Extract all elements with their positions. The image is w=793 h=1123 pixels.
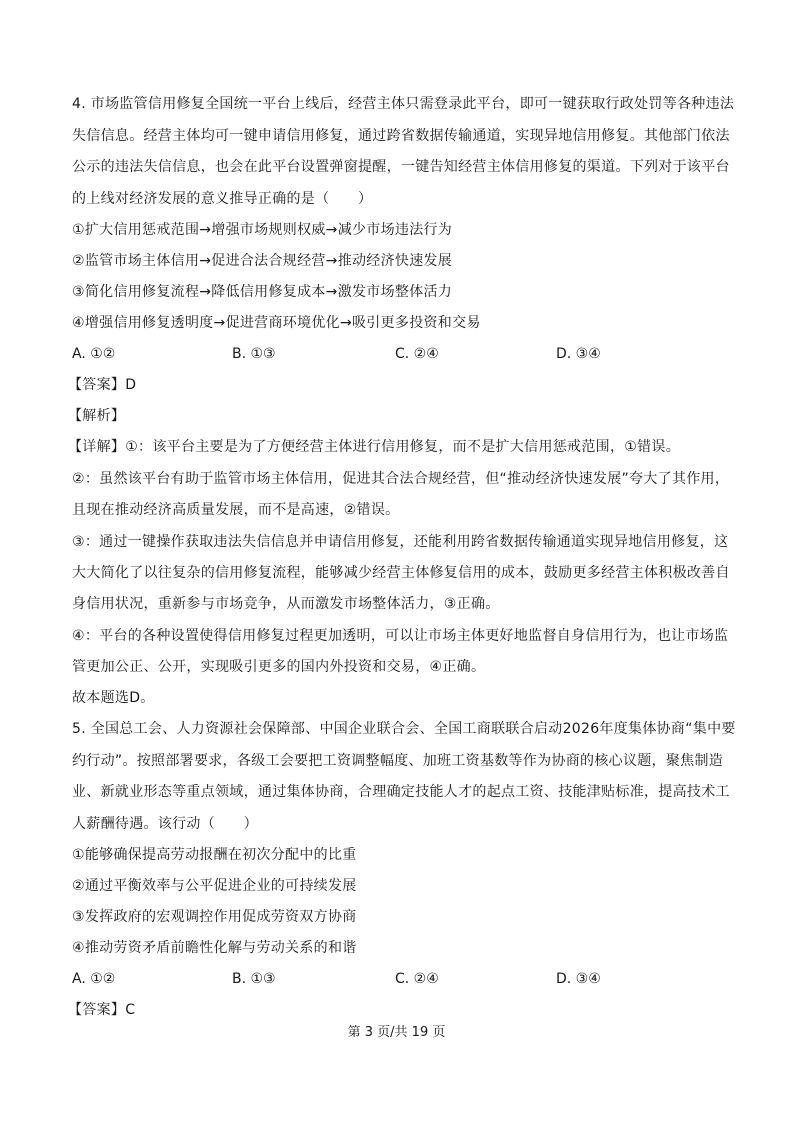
q4-analysis-line-8: 管更加公正、公开，实现吸引更多的国内外投资和交易，④正确。	[72, 659, 486, 675]
q4-option-d: D. ③④	[556, 346, 601, 362]
q4-answer: 【答案】D	[68, 377, 137, 393]
q4-analysis-line-9: 故本题选D。	[72, 690, 155, 706]
q5-stem-line-2: 约行动”。按照部署要求，各级工会要把工资调整幅度、加班工资基数等作为协商的核心议题，聚焦制造	[72, 753, 724, 769]
q4-analysis-line-3: 且现在推动经济高质量发展，而不是高速，②错误。	[72, 502, 400, 518]
q5-option-d: D. ③④	[556, 971, 601, 987]
q4-statement-4: ④增强信用修复透明度→促进营商环境优化→吸引更多投资和交易	[72, 315, 481, 331]
q5-stem-line-4: 人薪酬待遇。该行动（ ）	[72, 816, 258, 832]
q5-option-b: B. ①③	[232, 971, 276, 987]
q4-analysis-line-6: 身信用状况，重新参与市场竞争，从而激发市场整体活力，③正确。	[72, 596, 500, 612]
page-number: 第 3 页/共 19 页	[347, 1025, 446, 1040]
q5-statement-1: ①能够确保提高劳动报酬在初次分配中的比重	[72, 847, 357, 863]
q5-answer: 【答案】C	[68, 1002, 136, 1018]
q4-statement-2: ②监管市场主体信用→促进合法合规经营→推动经济快速发展	[72, 253, 453, 269]
q5-statement-2: ②通过平衡效率与公平促进企业的可持续发展	[72, 878, 357, 894]
q4-analysis-line-2: ②：虽然该平台有助于监管市场主体信用，促进其合法合规经营，但“推动经济快速发展”夸大了其作用，	[72, 471, 730, 487]
q4-analysis-line-4: ③：通过一键操作获取违法失信信息并申请信用修复，还能利用跨省数据传输通道实现异地信用修复，这	[72, 534, 729, 550]
q5-statement-4: ④推动劳资矛盾前瞻性化解与劳动关系的和谐	[72, 940, 357, 956]
q4-analysis-title: 【解析】	[68, 408, 126, 424]
q5-option-a: A. ①②	[72, 971, 116, 987]
q4-stem-line-1: 4. 市场监管信用修复全国统一平台上线后，经营主体只需登录此平台，即可一键获取行政处罚等各种违法	[72, 96, 735, 112]
q4-stem-line-2: 失信信息。经营主体均可一键申请信用修复，通过跨省数据传输通道，实现异地信用修复。其他部门依法	[72, 128, 730, 144]
q4-stem-line-3: 公示的违法失信信息，也会在此平台设置弹窗提醒，一键告知经营主体信用修复的渠道。下列对于该平台	[72, 159, 730, 175]
q4-analysis-line-5: 大大简化了以往复杂的信用修复流程，能够减少经营主体修复信用的成本，鼓励更多经营主体积极改善自	[72, 565, 730, 581]
q4-option-c: C. ②④	[395, 346, 439, 362]
q5-stem-line-3: 业、新就业形态等重点领域，通过集体协商，合理确定技能人才的起点工资、技能津贴标准，提高技术工	[72, 784, 730, 800]
q4-statement-1: ①扩大信用惩戒范围→增强市场规则权威→减少市场违法行为	[72, 222, 453, 238]
q4-analysis-line-1: 【详解】①：该平台主要是为了方便经营主体进行信用修复，而不是扩大信用惩戒范围，①错误。	[68, 439, 680, 455]
q4-statement-3: ③简化信用修复流程→降低信用修复成本→激发市场整体活力	[72, 284, 453, 300]
q4-analysis-line-7: ④：平台的各种设置使得信用修复过程更加透明，可以让市场主体更好地监督自身信用行为，也让市场监	[72, 628, 729, 644]
q4-stem-line-4: 的上线对经济发展的意义推导正确的是（ ）	[72, 191, 373, 207]
q5-stem-line-1: 5. 全国总工会、人力资源社会保障部、中国企业联合会、全国工商联联合启动2026年度集体协商“集中要	[72, 721, 736, 737]
q5-option-c: C. ②④	[395, 971, 439, 987]
q4-option-a: A. ①②	[72, 346, 116, 362]
q4-option-b: B. ①③	[232, 346, 276, 362]
q5-statement-3: ③发挥政府的宏观调控作用促成劳资双方协商	[72, 909, 357, 925]
